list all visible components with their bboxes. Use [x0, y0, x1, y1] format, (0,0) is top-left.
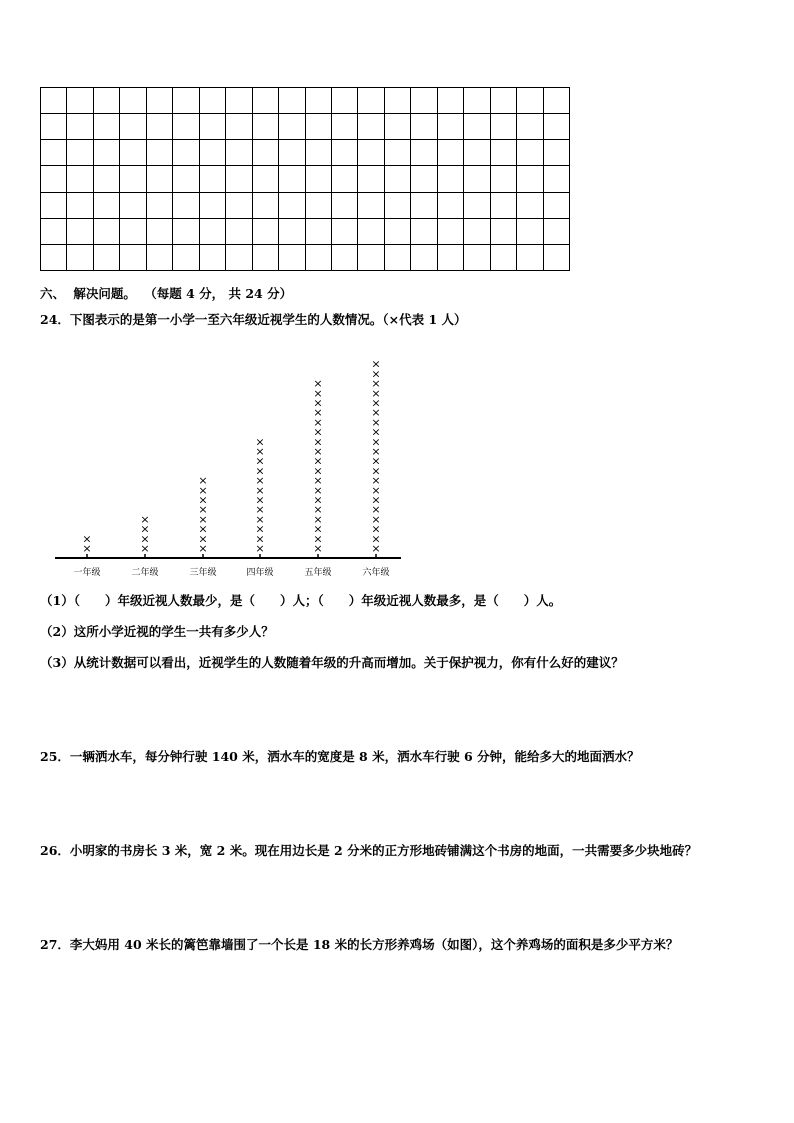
grid-cell [279, 166, 305, 192]
grid-cell [94, 166, 120, 192]
pictograph-mark: × [313, 377, 323, 391]
pictograph-mark: × [255, 483, 265, 497]
grid-cell [332, 88, 358, 114]
grid-cell [306, 245, 332, 271]
grid-cell [306, 88, 332, 114]
grid-cell [464, 219, 490, 245]
grid-cell [358, 193, 384, 219]
grid-cell [147, 193, 173, 219]
grid-cell [544, 88, 570, 114]
grid-cell [41, 140, 67, 166]
grid-cell [385, 219, 411, 245]
pictograph-mark: × [313, 503, 323, 517]
pictograph-mark: × [140, 512, 150, 526]
category-label: 五年级 [304, 568, 332, 578]
pictograph-mark: × [82, 542, 92, 555]
section-heading [40, 286, 292, 302]
grid-cell [385, 193, 411, 219]
pictograph-mark: × [313, 464, 323, 478]
pictograph-mark: × [371, 503, 381, 517]
grid-cell [332, 114, 358, 140]
pictograph-mark: × [371, 386, 381, 400]
grid-cell [173, 114, 199, 140]
grid-cell [226, 193, 252, 219]
grid-cell [253, 245, 279, 271]
pictograph-mark: × [371, 454, 381, 468]
pictograph-mark: × [313, 532, 323, 546]
grid-cell [411, 166, 437, 192]
grid-cell [173, 219, 199, 245]
pictograph-mark: × [255, 493, 265, 507]
grid-cell [67, 219, 93, 245]
grid-cell [438, 219, 464, 245]
grid-cell [464, 88, 490, 114]
pictograph-mark: × [198, 512, 208, 526]
grid-cell [200, 140, 226, 166]
grid-cell [438, 166, 464, 192]
grid-cell [544, 166, 570, 192]
grid-cell [332, 219, 358, 245]
pictograph-mark: × [371, 464, 381, 478]
grid-cell [306, 193, 332, 219]
grid-cell [491, 245, 517, 271]
section-title: 解决问题。 [73, 286, 136, 301]
grid-cell [147, 140, 173, 166]
grid-cell [279, 88, 305, 114]
grid-cell [94, 114, 120, 140]
pictograph-mark: × [313, 512, 323, 526]
grid-cell [279, 140, 305, 166]
grid-cell [120, 245, 146, 271]
q26: 26．小明家的书房长 3 米，宽 2 米。现在用边长是 2 分米的正方形地砖铺满这个书房的地面，一共需要多少块地砖？ [40, 843, 698, 858]
grid-cell [358, 166, 384, 192]
grid-cell [438, 245, 464, 271]
grid-cell [411, 193, 437, 219]
pictograph-mark: × [371, 367, 381, 381]
pictograph-mark: × [198, 542, 208, 555]
pictograph-mark: × [313, 386, 323, 400]
grid-cell [173, 166, 199, 192]
grid-cell [358, 88, 384, 114]
grid-cell [332, 140, 358, 166]
grid-cell [332, 193, 358, 219]
pictograph-mark: × [371, 512, 381, 526]
pictograph-mark: × [255, 542, 265, 555]
grid-cell [226, 88, 252, 114]
q27: 27．李大妈用 40 米长的篱笆靠墙围了一个长是 18 米的长方形养鸡场（如图），这个养鸡场的面积是多少平方米？ [40, 937, 679, 952]
grid-cell [544, 193, 570, 219]
grid-cell [411, 88, 437, 114]
grid-cell [411, 219, 437, 245]
pictograph-mark: × [198, 532, 208, 546]
category-label: 四年级 [246, 568, 274, 578]
pictograph-mark: × [198, 503, 208, 517]
grid-cell [120, 88, 146, 114]
grid-cell [41, 114, 67, 140]
pictograph-mark: × [371, 532, 381, 546]
grid-cell [517, 245, 543, 271]
grid-cell [94, 140, 120, 166]
pictograph-mark: × [371, 542, 381, 555]
grid-cell [306, 219, 332, 245]
grid-cell [253, 193, 279, 219]
grid-cell [517, 166, 543, 192]
pictograph-mark: × [255, 435, 265, 449]
grid-cell [517, 193, 543, 219]
grid-cell [226, 114, 252, 140]
grid-cell [279, 114, 305, 140]
pictograph-mark: × [371, 406, 381, 420]
pictograph-mark: × [313, 493, 323, 507]
pictograph-mark: × [313, 415, 323, 429]
grid-cell [544, 140, 570, 166]
grid-cell [544, 114, 570, 140]
grid-cell [200, 219, 226, 245]
pictograph-mark: × [140, 522, 150, 536]
grid-cell [385, 140, 411, 166]
pictograph-mark: × [198, 474, 208, 488]
grid-cell [385, 88, 411, 114]
grid-cell [67, 193, 93, 219]
grid-cell [41, 88, 67, 114]
grid-cell [120, 193, 146, 219]
grid-cell [279, 245, 305, 271]
q24-stem: 24．下图表示的是第一小学一至六年级近视学生的人数情况。（×代表 1 人） [40, 312, 467, 327]
grid-cell [358, 114, 384, 140]
pictograph-mark: × [371, 415, 381, 429]
grid-cell [332, 245, 358, 271]
pictograph-mark: × [371, 493, 381, 507]
pictograph-mark: × [313, 396, 323, 410]
grid-cell [41, 193, 67, 219]
q24-sub1: （1）（ ）年级近视人数最少，是（ ）人；（ ）年级近视人数最多，是（ ）人。 [40, 593, 562, 608]
grid-cell [517, 140, 543, 166]
grid-cell [438, 88, 464, 114]
grid-cell [200, 245, 226, 271]
grid-cell [411, 245, 437, 271]
grid-cell [438, 193, 464, 219]
grid-cell [464, 166, 490, 192]
pictograph-mark: × [313, 483, 323, 497]
grid-cell [438, 140, 464, 166]
grid-cell [491, 219, 517, 245]
category-label: 三年级 [189, 568, 217, 578]
grid-cell [491, 88, 517, 114]
grid-cell [147, 166, 173, 192]
grid-cell [358, 140, 384, 166]
grid-cell [306, 140, 332, 166]
grid-cell [67, 245, 93, 271]
grid-cell [94, 193, 120, 219]
grid-cell [67, 114, 93, 140]
pictograph-mark: × [255, 522, 265, 536]
grid-cell [411, 114, 437, 140]
pictograph-mark: × [255, 512, 265, 526]
pictograph-mark: × [313, 406, 323, 420]
pictograph-mark: × [255, 445, 265, 458]
section-score-note: （每题 4 分， 共 24 分） [144, 286, 293, 301]
pictograph-mark: × [313, 522, 323, 536]
pictograph-mark: × [371, 435, 381, 449]
pictograph-mark: × [371, 445, 381, 458]
pictograph-mark: × [255, 532, 265, 546]
pictograph-mark: × [371, 396, 381, 410]
pictograph-mark: × [313, 425, 323, 439]
grid-cell [147, 114, 173, 140]
grid-cell [226, 166, 252, 192]
grid-cell [253, 166, 279, 192]
grid-cell [517, 219, 543, 245]
pictograph-mark: × [198, 522, 208, 536]
grid-cell [226, 245, 252, 271]
q24-sub3: （3）从统计数据可以看出，近视学生的人数随着年级的升高而增加。关于保护视力，你有什么好的建议？ [40, 655, 624, 670]
pictograph-mark: × [371, 357, 381, 371]
q24-sub2: （2）这所小学近视的学生一共有多少人？ [40, 624, 274, 639]
grid-cell [120, 140, 146, 166]
grid-cell [226, 140, 252, 166]
pictograph-mark: × [371, 377, 381, 391]
grid-cell [385, 166, 411, 192]
pictograph-chart [0, 330, 420, 580]
pictograph-mark: × [371, 483, 381, 497]
pictograph-mark: × [255, 503, 265, 517]
grid-cell [253, 219, 279, 245]
grid-cell [385, 114, 411, 140]
grid-cell [491, 166, 517, 192]
grid-cell [306, 166, 332, 192]
pictograph-mark: × [313, 445, 323, 458]
pictograph-mark: × [371, 522, 381, 536]
grid-cell [67, 88, 93, 114]
grid-cell [411, 140, 437, 166]
pictograph-mark: × [313, 542, 323, 555]
grid-cell [332, 166, 358, 192]
grid-cell [173, 140, 199, 166]
grid-cell [120, 166, 146, 192]
grid-cell [200, 193, 226, 219]
grid-cell [253, 114, 279, 140]
grid-cell [544, 245, 570, 271]
pictograph-mark: × [198, 483, 208, 497]
grid-cell [200, 88, 226, 114]
grid-cell [517, 88, 543, 114]
grid-cell [358, 245, 384, 271]
grid-cell [147, 219, 173, 245]
grid-cell [358, 219, 384, 245]
pictograph-mark: × [313, 474, 323, 488]
grid-cell [491, 114, 517, 140]
pictograph-mark: × [371, 425, 381, 439]
grid-cell [147, 245, 173, 271]
grid-cell [94, 88, 120, 114]
grid-cell [67, 166, 93, 192]
pictograph-mark: × [313, 435, 323, 449]
grid-cell [147, 88, 173, 114]
q25: 25．一辆洒水车，每分钟行驶 140 米，洒水车的宽度是 8 米，洒水车行驶 6 分钟，能给多大的地面洒水？ [40, 749, 640, 764]
grid-cell [200, 166, 226, 192]
pictograph-mark: × [140, 542, 150, 555]
grid-cell [385, 245, 411, 271]
pictograph-mark: × [140, 532, 150, 546]
category-label: 六年级 [362, 568, 390, 578]
grid-cell [41, 166, 67, 192]
grid-cell [120, 114, 146, 140]
grid-cell [464, 193, 490, 219]
grid-cell [464, 114, 490, 140]
grid-cell [544, 219, 570, 245]
answer-grid [40, 87, 570, 271]
pictograph-mark: × [371, 474, 381, 488]
category-label: 二年级 [131, 568, 159, 578]
grid-cell [200, 114, 226, 140]
pictograph-mark: × [255, 454, 265, 468]
pictograph-mark: × [313, 454, 323, 468]
grid-cell [253, 88, 279, 114]
grid-cell [41, 219, 67, 245]
grid-cell [517, 114, 543, 140]
pictograph-mark: × [198, 493, 208, 507]
grid-cell [279, 193, 305, 219]
grid-cell [253, 140, 279, 166]
grid-cell [491, 140, 517, 166]
grid-cell [41, 245, 67, 271]
grid-cell [438, 114, 464, 140]
pictograph-mark: × [255, 474, 265, 488]
section-number: 六、 [40, 286, 66, 301]
grid-cell [491, 193, 517, 219]
grid-cell [173, 88, 199, 114]
grid-cell [94, 245, 120, 271]
grid-cell [94, 219, 120, 245]
grid-cell [464, 140, 490, 166]
grid-cell [464, 245, 490, 271]
grid-cell [173, 245, 199, 271]
grid-cell [120, 219, 146, 245]
grid-cell [279, 219, 305, 245]
grid-cell [173, 193, 199, 219]
grid-cell [226, 219, 252, 245]
pictograph-mark: × [255, 464, 265, 478]
pictograph-mark: × [82, 532, 92, 546]
grid-cell [67, 140, 93, 166]
category-label: 一年级 [73, 568, 101, 578]
grid-cell [306, 114, 332, 140]
